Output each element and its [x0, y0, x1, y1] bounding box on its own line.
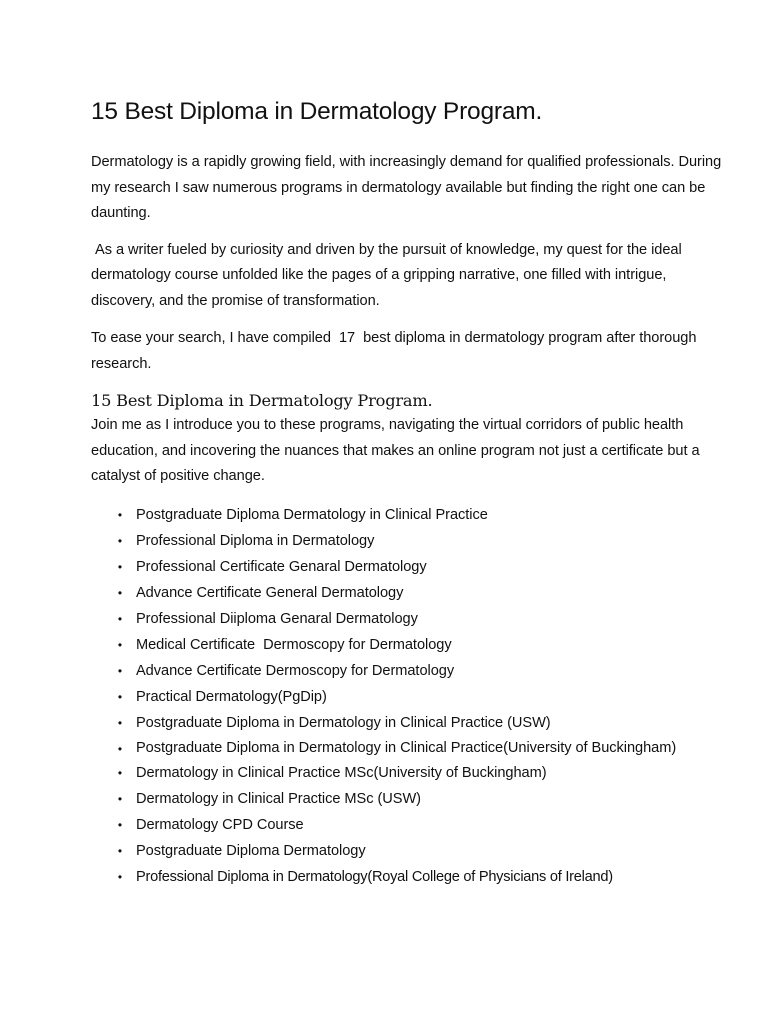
bullet-icon: • — [117, 585, 123, 600]
bullet-icon: • — [117, 637, 123, 652]
list-item — [91, 736, 728, 760]
list-item-label: Postgraduate Diploma in Dermatology in Clinical Practice(University of Buckingham) — [136, 739, 677, 756]
bullet-icon: • — [117, 507, 123, 522]
list-item-label: Dermatology in Clinical Practice MSc(University of Buckingham) — [136, 764, 547, 781]
bullet-icon: • — [117, 533, 123, 548]
list-item-label: Advance Certificate General Dermatology — [136, 584, 404, 601]
list-item-label: Practical Dermatology(PgDip) — [136, 688, 327, 705]
section-heading: 15 Best Diploma in Dermatology Program. — [91, 391, 433, 410]
bullet-icon: • — [117, 559, 123, 574]
bullet-icon: • — [117, 741, 123, 756]
bullet-icon: • — [117, 791, 123, 806]
list-item-label: Professional Diiploma Genaral Dermatology — [136, 610, 418, 627]
list-item-label: Professional Certificate Genaral Dermatology — [136, 558, 427, 575]
list-item — [91, 606, 728, 632]
list-item — [91, 554, 728, 580]
bullet-icon: • — [117, 663, 123, 678]
list-item — [91, 580, 728, 606]
list-item — [91, 864, 728, 890]
list-item — [91, 632, 728, 658]
list-item — [91, 786, 728, 812]
list-item-label: Postgraduate Diploma Dermatology — [136, 842, 366, 859]
list-item — [91, 684, 728, 710]
bullet-icon: • — [117, 869, 123, 884]
paragraph-join: Join me as I introduce you to these programs, navigating the virtual corridors of public health education, and incovering the nuances that makes an online program not just a certificate but a catalyst of positive change. — [91, 417, 700, 484]
paragraph-compiled: To ease your search, I have compiled 17 best diploma in dermatology program after thorough research. — [91, 330, 701, 372]
list-item-label: Postgraduate Diploma Dermatology in Clinical Practice — [136, 506, 488, 523]
list-item-label: Postgraduate Diploma in Dermatology in Clinical Practice (USW) — [136, 714, 551, 731]
list-item-label: Dermatology in Clinical Practice MSc (USW) — [136, 790, 421, 807]
list-item-label: Professional Diploma in Dermatology — [136, 532, 375, 549]
list-item — [91, 760, 728, 786]
bullet-icon: • — [117, 817, 123, 832]
list-item — [91, 502, 728, 528]
document-title: 15 Best Diploma in Dermatology Program. — [91, 98, 543, 125]
paragraph-writer: As a writer fueled by curiosity and driven by the pursuit of knowledge, my quest for the ideal dermatology course unfolded like the pages of a gripping narrative, one filled with intrigue, discovery, and the promise of transformation. — [91, 241, 686, 309]
list-item — [91, 710, 728, 736]
bullet-icon: • — [117, 765, 123, 780]
list-item — [91, 812, 728, 838]
bullet-icon: • — [117, 689, 123, 704]
list-item-label: Dermatology CPD Course — [136, 816, 304, 833]
list-item-label: Professional Diploma in Dermatology(Royal College of Physicians of Ireland) — [136, 868, 613, 885]
list-item — [91, 528, 728, 554]
paragraph-intro: Dermatology is a rapidly growing field, with increasingly demand for qualified professionals. During my research I saw numerous programs in dermatology available but finding the right one can be daunting. — [91, 154, 722, 221]
list-item — [91, 838, 728, 864]
program-list — [91, 502, 728, 890]
list-item-label: Advance Certificate Dermoscopy for Dermatology — [136, 662, 455, 679]
bullet-icon: • — [117, 611, 123, 626]
bullet-icon: • — [117, 715, 123, 730]
bullet-icon: • — [117, 843, 123, 858]
list-item-label: Medical Certificate Dermoscopy for Dermatology — [136, 636, 452, 653]
list-item — [91, 658, 728, 684]
